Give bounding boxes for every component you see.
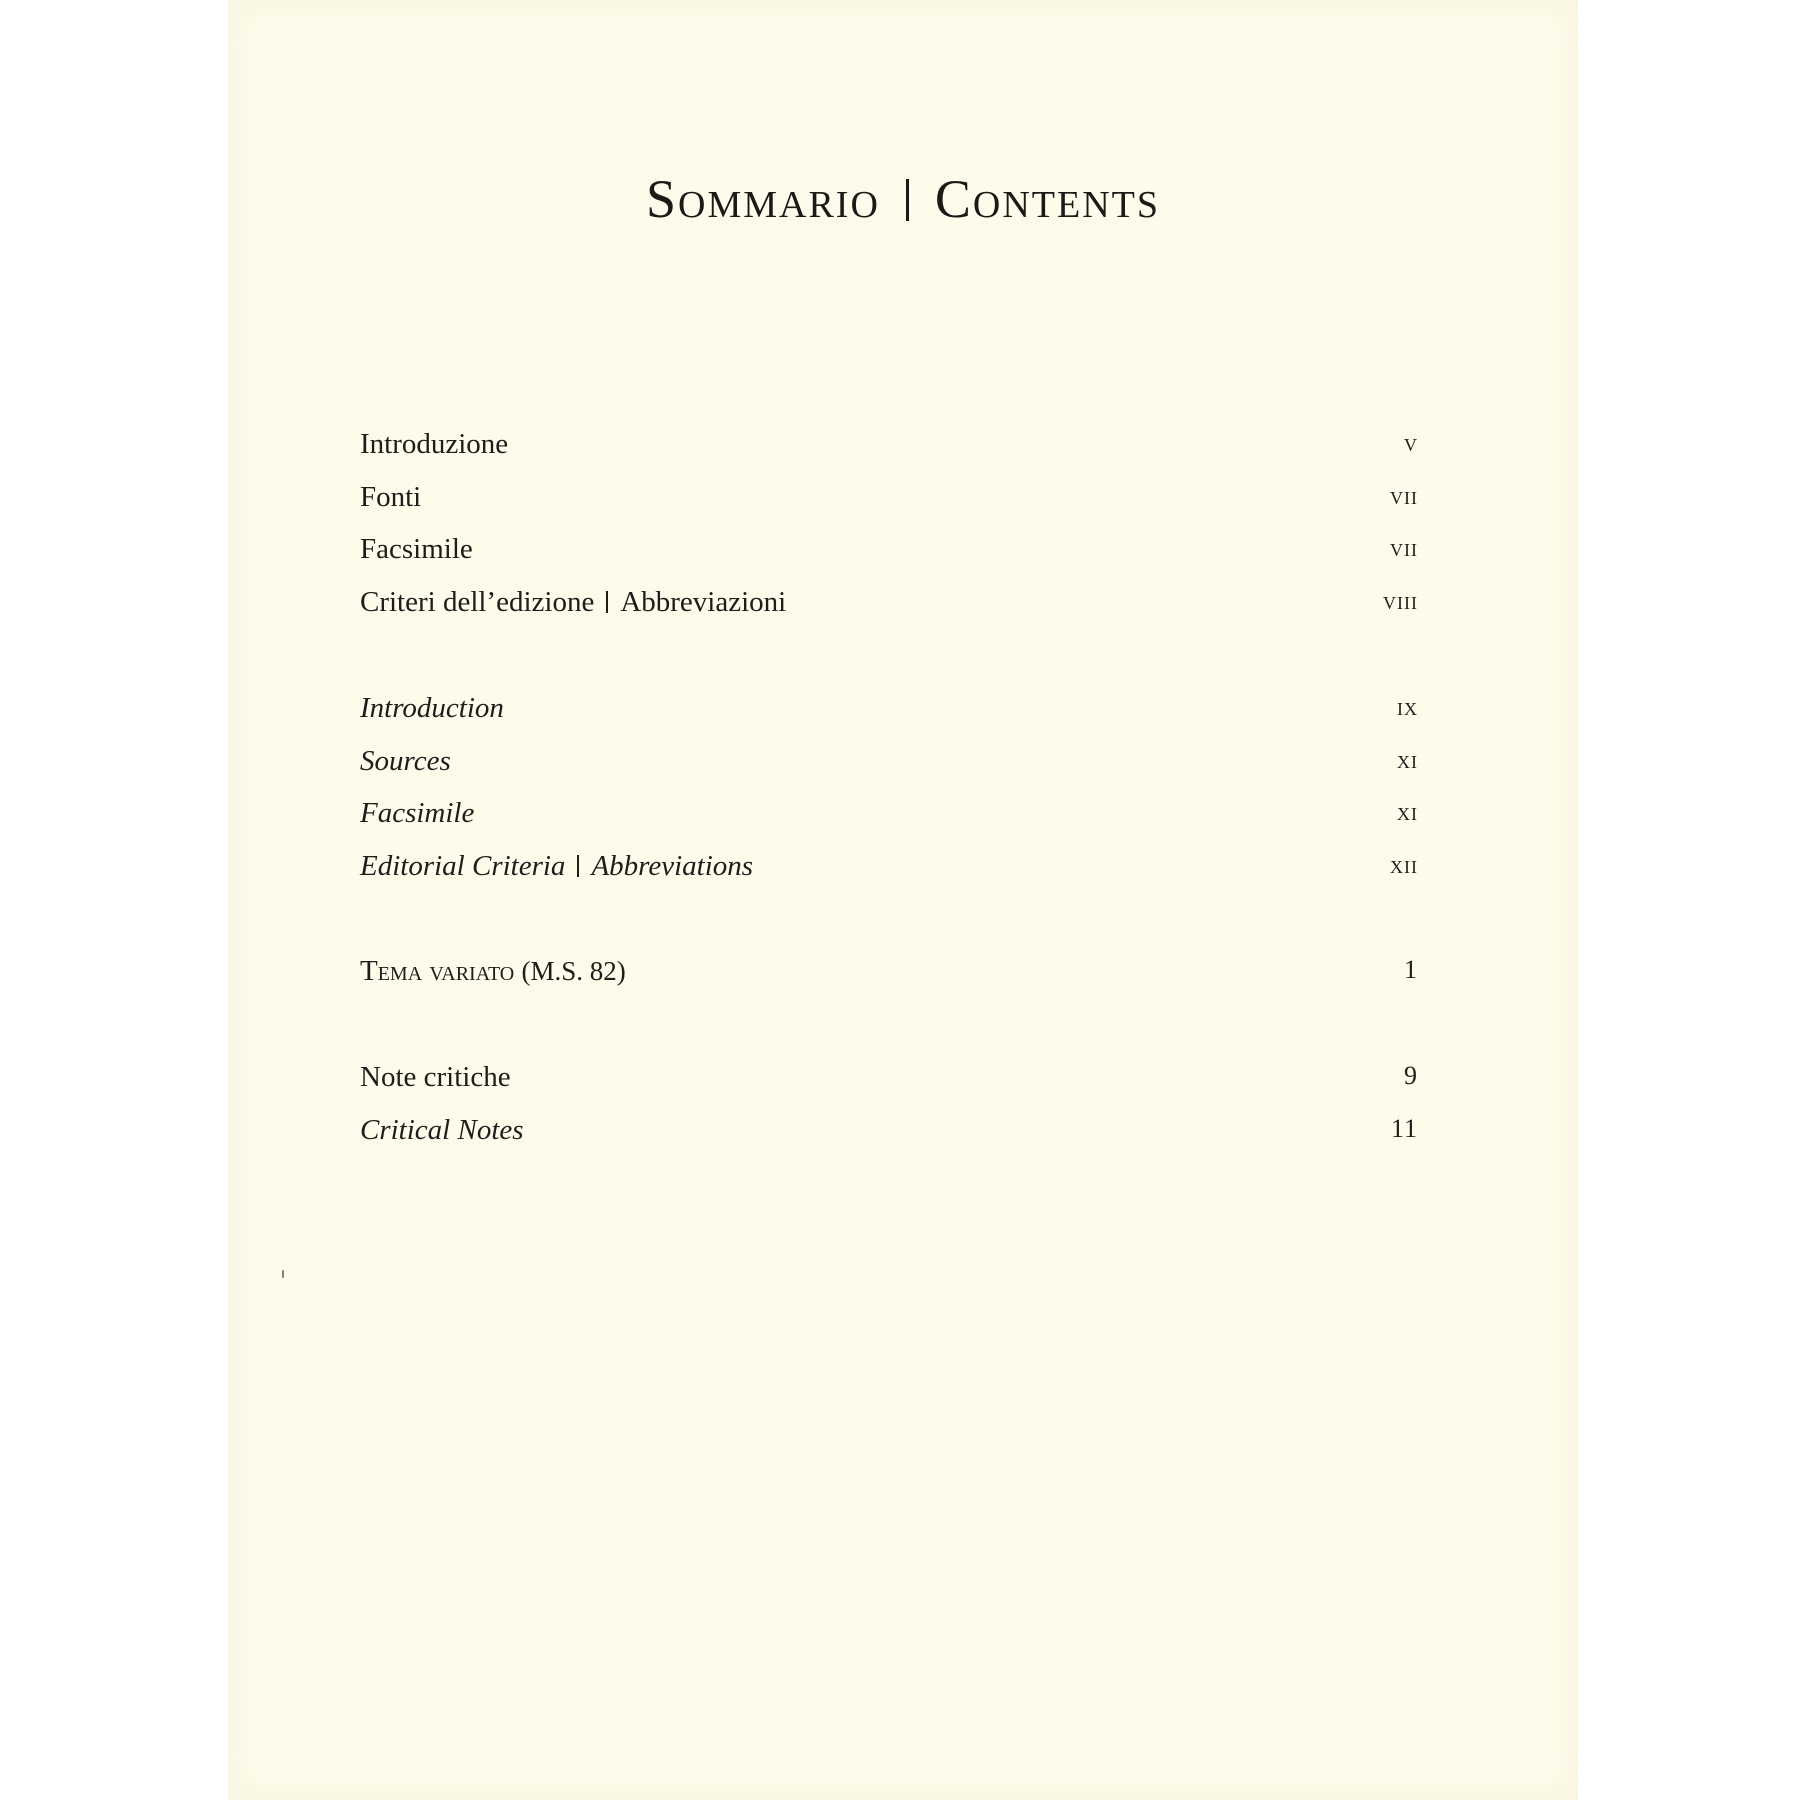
- toc-entry-note-critiche[interactable]: [360, 1061, 1418, 1101]
- toc-entry-page: vii: [1390, 481, 1418, 510]
- toc-entry-facsimile-en[interactable]: [360, 797, 1418, 837]
- toc-entry-critical-notes[interactable]: [360, 1114, 1418, 1154]
- label-separator: [577, 855, 579, 877]
- label-separator: [606, 591, 608, 613]
- toc-entry-label-a: Tema variato: [360, 955, 515, 987]
- toc-entry-label: Fonti: [360, 481, 422, 513]
- toc-entry-page: xi: [1397, 797, 1418, 826]
- toc-entry-criteri[interactable]: [360, 586, 1418, 626]
- paper-speck: [282, 1270, 284, 1278]
- toc-entry-label: Sources: [360, 745, 451, 777]
- toc-entry-page: 9: [1404, 1061, 1418, 1090]
- toc-entry-label-b: Abbreviations: [591, 850, 754, 882]
- toc-entry-label: [360, 586, 786, 619]
- toc-entry-facsimile-it[interactable]: [360, 533, 1418, 573]
- document-page: [228, 0, 1578, 1800]
- toc-entry-page: viii: [1383, 586, 1418, 615]
- toc-entry-label: Introduzione: [360, 428, 509, 460]
- title-separator: [906, 179, 909, 221]
- toc-entry-label: Note critiche: [360, 1061, 511, 1093]
- title-italian: Sommario: [645, 169, 880, 229]
- toc-entry-editorial-criteria[interactable]: [360, 850, 1418, 890]
- toc-entry-label-a: Editorial Criteria: [360, 850, 566, 882]
- toc-entry-page: xii: [1390, 850, 1418, 879]
- toc-entry-label-b: (M.S. 82): [521, 956, 626, 986]
- toc-entry-label: [360, 955, 626, 988]
- toc-entry-page: 11: [1390, 1114, 1418, 1143]
- toc-entry-label: Facsimile: [360, 797, 475, 829]
- toc-entry-label-a: Criteri dell’edizione: [360, 586, 595, 618]
- page-title: [228, 168, 1578, 230]
- toc-entry-page: vii: [1390, 533, 1418, 562]
- toc-entry-label: [360, 850, 753, 883]
- toc-entry-label-b: Abbreviazioni: [620, 586, 787, 618]
- toc-entry-tema-variato[interactable]: [360, 955, 1418, 995]
- toc-entry-page: ix: [1397, 692, 1418, 721]
- toc-entry-sources[interactable]: [360, 745, 1418, 785]
- toc-entry-introduzione[interactable]: [360, 428, 1418, 468]
- toc-entry-page: 1: [1404, 955, 1418, 984]
- toc-entry-label: Facsimile: [360, 533, 473, 565]
- toc-entry-label: Critical Notes: [360, 1114, 524, 1146]
- toc-entry-label: Introduction: [360, 692, 504, 724]
- toc-entry-fonti[interactable]: [360, 481, 1418, 521]
- title-english: Contents: [934, 169, 1161, 229]
- toc-entry-page: v: [1404, 428, 1418, 457]
- toc-entry-introduction[interactable]: [360, 692, 1418, 732]
- toc-entry-page: xi: [1397, 745, 1418, 774]
